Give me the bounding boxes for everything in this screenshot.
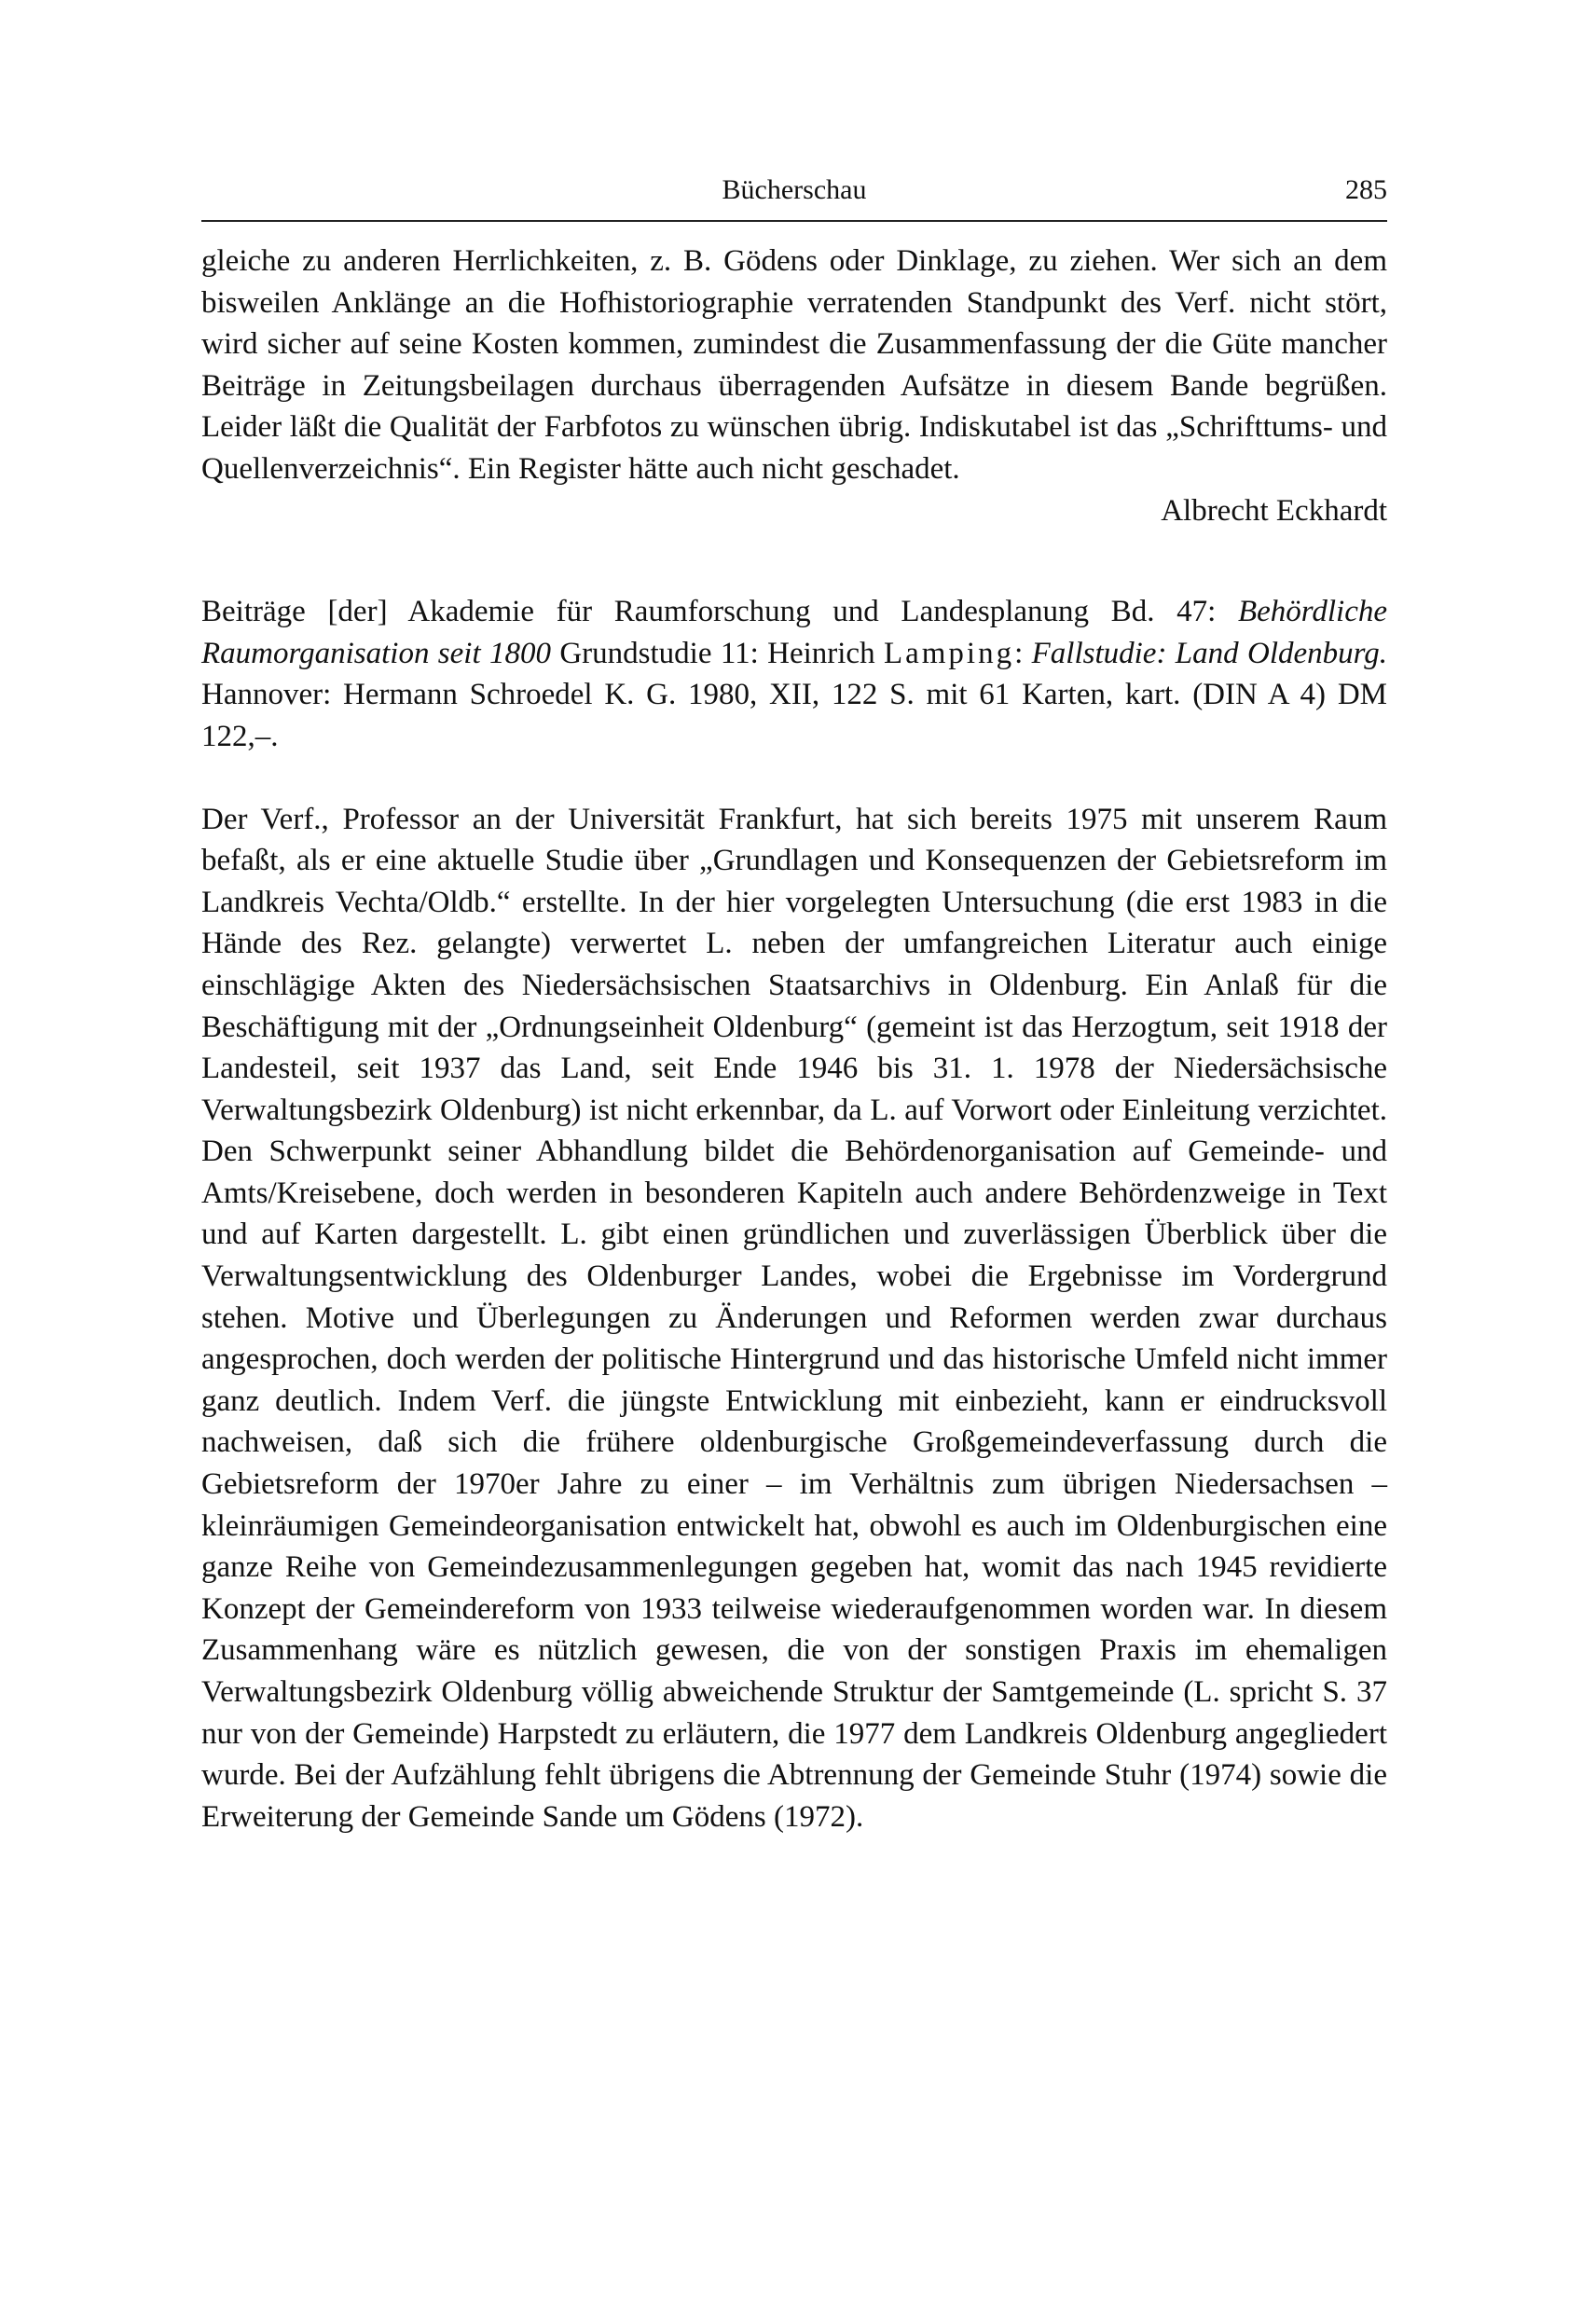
- page-content: [201, 241, 1387, 1837]
- page-number: 285: [1345, 174, 1387, 205]
- section-gap: [201, 531, 1387, 591]
- reviewer-signature: Albrecht Eckhardt: [1161, 493, 1387, 528]
- bib-series: Beiträge [der] Akademie für Raumforschung und Landesplanung Bd. 47:: [201, 595, 1238, 629]
- review-paragraph-2: Der Verf., Professor an der Universität Frankfurt, hat sich bereits 1975 mit unserem Raum befaßt, als er eine aktuelle Studie über „Grundlagen und Konsequenzen der Gebietsreform im Landkreis Vechta/Oldb.“ erstellte. In der hier vorgelegten Untersuchung (die erst 1983 in die Hände des Rez. gelangte) verwertet L. neben der umfangreichen Literatur auch einige einschlägige Akten des Niedersächsischen Staatsarchivs in Oldenburg. Ein Anlaß für die Beschäftigung mit der „Ordnungseinheit Oldenburg“ (gemeint ist das Herzogtum, seit 1918 der Landesteil, seit 1937 das Land, seit Ende 1946 bis 31. 1. 1978 der Niedersächsische Verwaltungsbezirk Oldenburg) ist nicht erkennbar, da L. auf Vorwort oder Einleitung verzichtet. Den Schwerpunkt seiner Abhandlung bildet die Behördenorganisation auf Gemeinde- und Amts/Kreisebene, doch werden in besonderen Kapiteln auch andere Behördenzweige in Text und auf Karten dargestellt. L. gibt einen gründlichen und zuverlässigen Überblick über die Verwaltungsentwicklung des Oldenburger Landes, wobei die Ergebnisse im Vordergrund stehen. Motive und Überlegungen zu Änderungen und Reformen werden zwar durchaus angesprochen, doch werden der politische Hintergrund und das historische Umfeld nicht immer ganz deutlich. Indem Verf. die jüngste Entwicklung mit einbezieht, kann er eindrucksvoll nachweisen, daß sich die frühere oldenburgische Großgemeindeverfassung durch die Gebietsreform der 1970er Jahre zu einer – im Verhältnis zum übrigen Niedersachsen – kleinräumigen Gemeindeorganisation entwickelt hat, obwohl es auch im Oldenburgischen eine ganze Reihe von Gemeindezusammenlegungen gegeben hat, womit das nach 1945 revidierte Konzept der Gemeindereform von 1933 teilweise wiederaufgenommen worden war. In diesem Zusammenhang wäre es nützlich gewesen, die von der sonstigen Praxis im ehemaligen Verwaltungsbezirk Oldenburg völlig abweichende Struktur der Samtgemeinde (L. spricht S. 37 nur von der Gemeinde) Harpstedt zu erläutern, die 1977 dem Landkreis Oldenburg angegliedert wurde. Bei der Aufzählung fehlt übrigens die Abtrennung der Gemeinde Stuhr (1974) sowie die Erweiterung der Gemeinde Sande um Gödens (1972).: [201, 802, 1387, 1834]
- review-paragraph-1: gleiche zu anderen Herrlichkeiten, z. B. Gödens oder Dinklage, zu ziehen. Wer sich an dem bisweilen Anklänge an die Hofhistoriographie verratenden Standpunkt des Verf. nicht stört, wird sicher auf seine Kosten kommen, zumindest die Zusammenfassung der die Güte mancher Beiträge in Zeitungsbeilagen durchaus überragenden Aufsätze in diesem Bande begrüßen. Leider läßt die Qualität der Farbfotos zu wünschen übrig. Indiskutabel ist das „Schrifttums- und Quellenverzeichnis“. Ein Register hätte auch nicht geschadet.: [201, 244, 1387, 486]
- bibliographic-entry: [201, 591, 1387, 757]
- header-rule: [201, 220, 1387, 222]
- bib-subtitle: Fallstudie: Land Oldenburg.: [1031, 636, 1388, 670]
- bib-author: Lamping: [883, 636, 1015, 670]
- page-header: [201, 164, 1387, 216]
- bib-title: Behördliche Raumorganisation seit 1800: [201, 595, 1387, 670]
- bib-subseries: Grundstudie 11: Heinrich: [550, 636, 884, 670]
- bib-publication: Hannover: Hermann Schroedel K. G. 1980, XII, 122 S. mit 61 Karten, kart. (DIN A 4) DM 122,–.: [201, 678, 1387, 753]
- bib-author-suffix: :: [1014, 636, 1032, 670]
- running-title: Bücherschau: [722, 174, 867, 205]
- section-gap: [201, 758, 1387, 799]
